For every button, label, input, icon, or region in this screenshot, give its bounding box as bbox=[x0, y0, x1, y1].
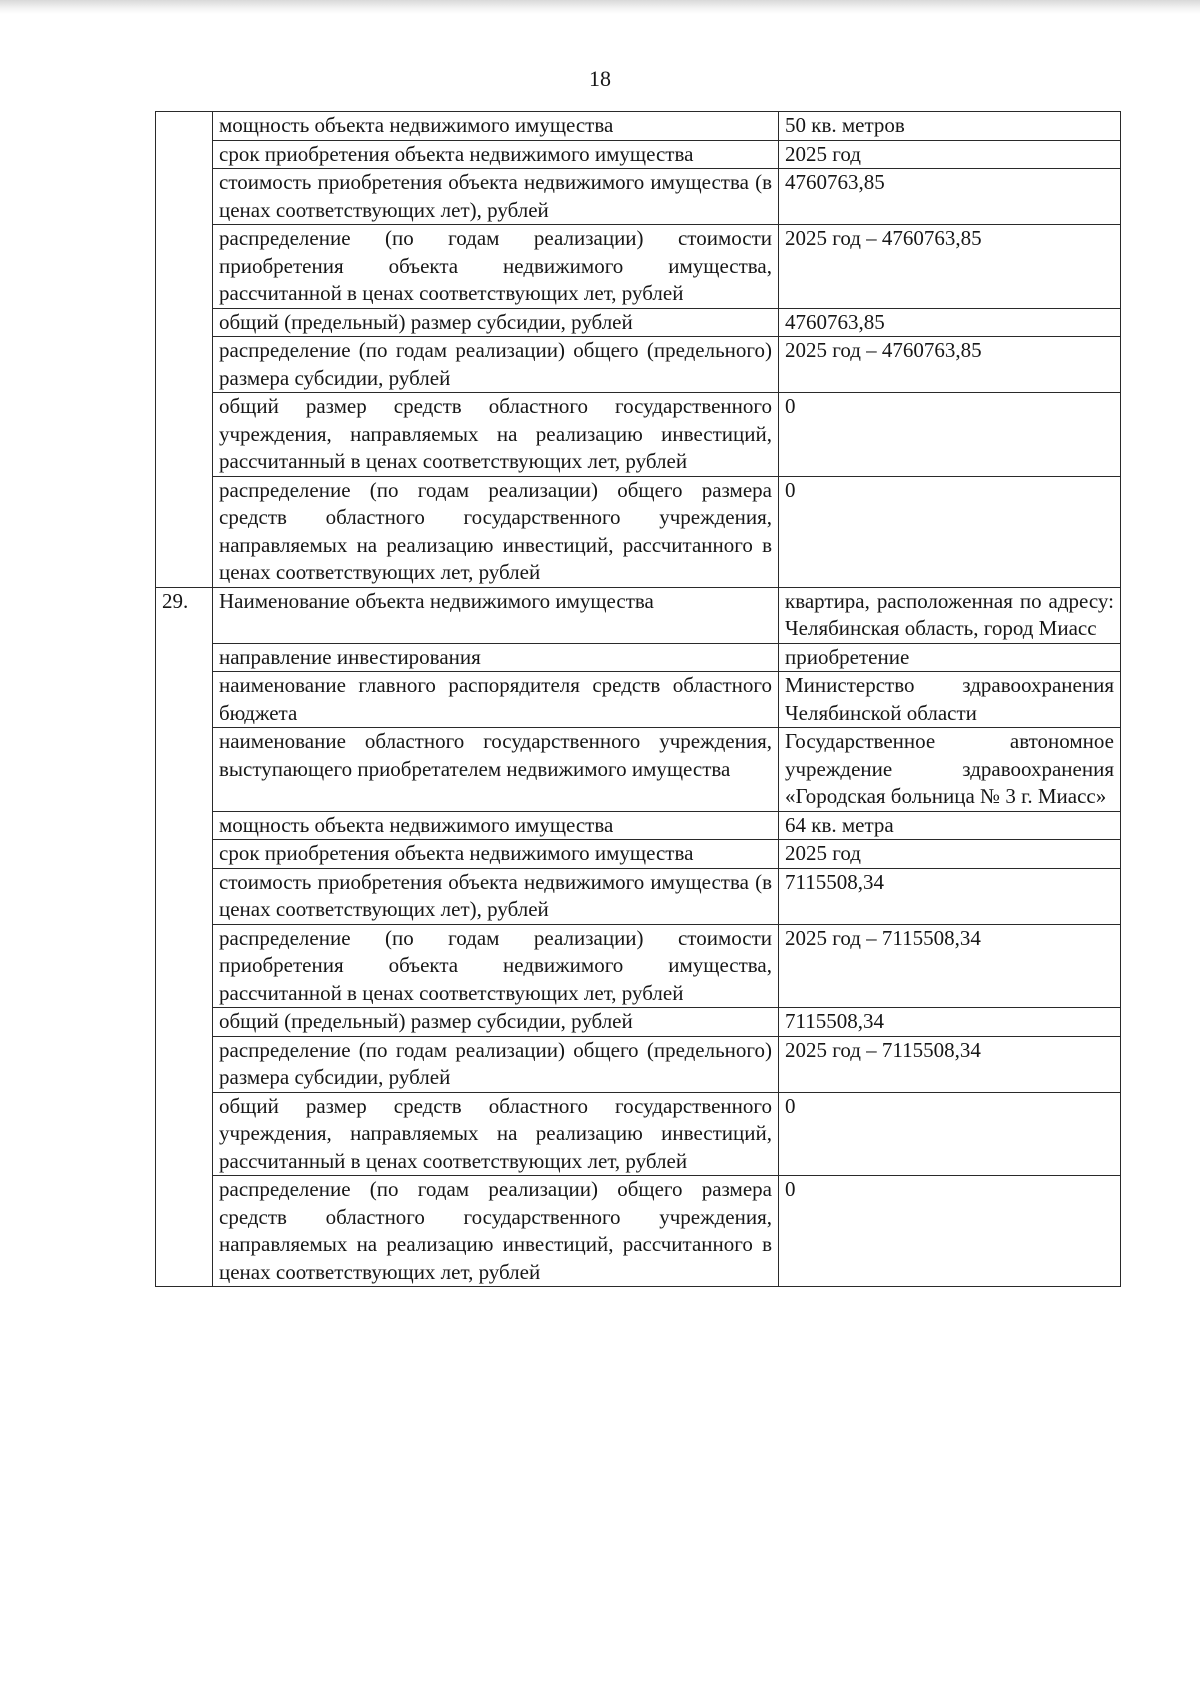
row-label: распределение (по годам реализации) стоимости приобретения объекта недвижимого имущества, рассчитанной в ценах соответствующих лет, рублей bbox=[213, 924, 779, 1008]
row-label: срок приобретения объекта недвижимого имущества bbox=[213, 140, 779, 169]
row-label: стоимость приобретения объекта недвижимого имущества (в ценах соответствующих лет), рублей bbox=[213, 169, 779, 225]
row-label: срок приобретения объекта недвижимого имущества bbox=[213, 840, 779, 869]
row-value: приобретение bbox=[779, 643, 1121, 672]
table-row bbox=[156, 1008, 1121, 1037]
row-number bbox=[156, 112, 213, 588]
row-label: наименование областного государственного учреждения, выступающего приобретателем недвижимого имущества bbox=[213, 728, 779, 812]
table-row bbox=[156, 225, 1121, 309]
row-value: 0 bbox=[779, 1092, 1121, 1176]
investment-table bbox=[155, 111, 1121, 1287]
table-row bbox=[156, 672, 1121, 728]
row-label: наименование главного распорядителя средств областного бюджета bbox=[213, 672, 779, 728]
row-value: 2025 год bbox=[779, 840, 1121, 869]
table-row bbox=[156, 868, 1121, 924]
table-row bbox=[156, 393, 1121, 477]
row-label: распределение (по годам реализации) стоимости приобретения объекта недвижимого имущества, рассчитанной в ценах соответствующих лет, рублей bbox=[213, 225, 779, 309]
row-label: мощность объекта недвижимого имущества bbox=[213, 112, 779, 141]
row-number: 29. bbox=[156, 587, 213, 1287]
row-label: Наименование объекта недвижимого имущества bbox=[213, 587, 779, 643]
table-row bbox=[156, 308, 1121, 337]
row-value: Министерство здравоохранения Челябинской области bbox=[779, 672, 1121, 728]
table-row bbox=[156, 811, 1121, 840]
row-value: 64 кв. метра bbox=[779, 811, 1121, 840]
row-value: 0 bbox=[779, 476, 1121, 587]
row-value: 2025 год – 7115508,34 bbox=[779, 924, 1121, 1008]
row-value: 50 кв. метров bbox=[779, 112, 1121, 141]
row-label: мощность объекта недвижимого имущества bbox=[213, 811, 779, 840]
row-label: общий (предельный) размер субсидии, рублей bbox=[213, 1008, 779, 1037]
row-value: 2025 год bbox=[779, 140, 1121, 169]
table-row bbox=[156, 924, 1121, 1008]
row-label: общий (предельный) размер субсидии, рублей bbox=[213, 308, 779, 337]
row-value: 0 bbox=[779, 1176, 1121, 1287]
row-value: 2025 год – 7115508,34 bbox=[779, 1036, 1121, 1092]
row-value: Государственное автономное учреждение здравоохранения «Городская больница № 3 г. Миасс» bbox=[779, 728, 1121, 812]
row-value: 7115508,34 bbox=[779, 868, 1121, 924]
table-row bbox=[156, 728, 1121, 812]
row-label: общий размер средств областного государственного учреждения, направляемых на реализацию инвестиций, рассчитанный в ценах соответствующих лет, рублей bbox=[213, 1092, 779, 1176]
row-label: общий размер средств областного государственного учреждения, направляемых на реализацию инвестиций, рассчитанный в ценах соответствующих лет, рублей bbox=[213, 393, 779, 477]
table-row bbox=[156, 140, 1121, 169]
table-row bbox=[156, 476, 1121, 587]
row-value: 2025 год – 4760763,85 bbox=[779, 337, 1121, 393]
row-label: распределение (по годам реализации) общего размера средств областного государственного учреждения, направляемых на реализацию инвестиций, рассчитанного в ценах соответствующих лет, рублей bbox=[213, 1176, 779, 1287]
row-value: 4760763,85 bbox=[779, 308, 1121, 337]
row-label: распределение (по годам реализации) общего размера средств областного государственного учреждения, направляемых на реализацию инвестиций, рассчитанного в ценах соответствующих лет, рублей bbox=[213, 476, 779, 587]
row-value: 2025 год – 4760763,85 bbox=[779, 225, 1121, 309]
table-row bbox=[156, 337, 1121, 393]
page-number: 18 bbox=[589, 66, 611, 91]
row-value: 7115508,34 bbox=[779, 1008, 1121, 1037]
row-label: распределение (по годам реализации) общего (предельного) размера субсидии, рублей bbox=[213, 337, 779, 393]
row-value: 4760763,85 bbox=[779, 169, 1121, 225]
row-value: 0 bbox=[779, 393, 1121, 477]
row-label: распределение (по годам реализации) общего (предельного) размера субсидии, рублей bbox=[213, 1036, 779, 1092]
table-row bbox=[156, 169, 1121, 225]
scan-edge bbox=[0, 0, 1200, 14]
table-row bbox=[156, 587, 1121, 643]
table-row bbox=[156, 1036, 1121, 1092]
table-row bbox=[156, 840, 1121, 869]
table-row bbox=[156, 112, 1121, 141]
row-label: направление инвестирования bbox=[213, 643, 779, 672]
table-row bbox=[156, 1092, 1121, 1176]
table-row bbox=[156, 1176, 1121, 1287]
row-value: квартира, расположенная по адресу: Челябинская область, город Миасс bbox=[779, 587, 1121, 643]
row-label: стоимость приобретения объекта недвижимого имущества (в ценах соответствующих лет), рублей bbox=[213, 868, 779, 924]
table-row bbox=[156, 643, 1121, 672]
